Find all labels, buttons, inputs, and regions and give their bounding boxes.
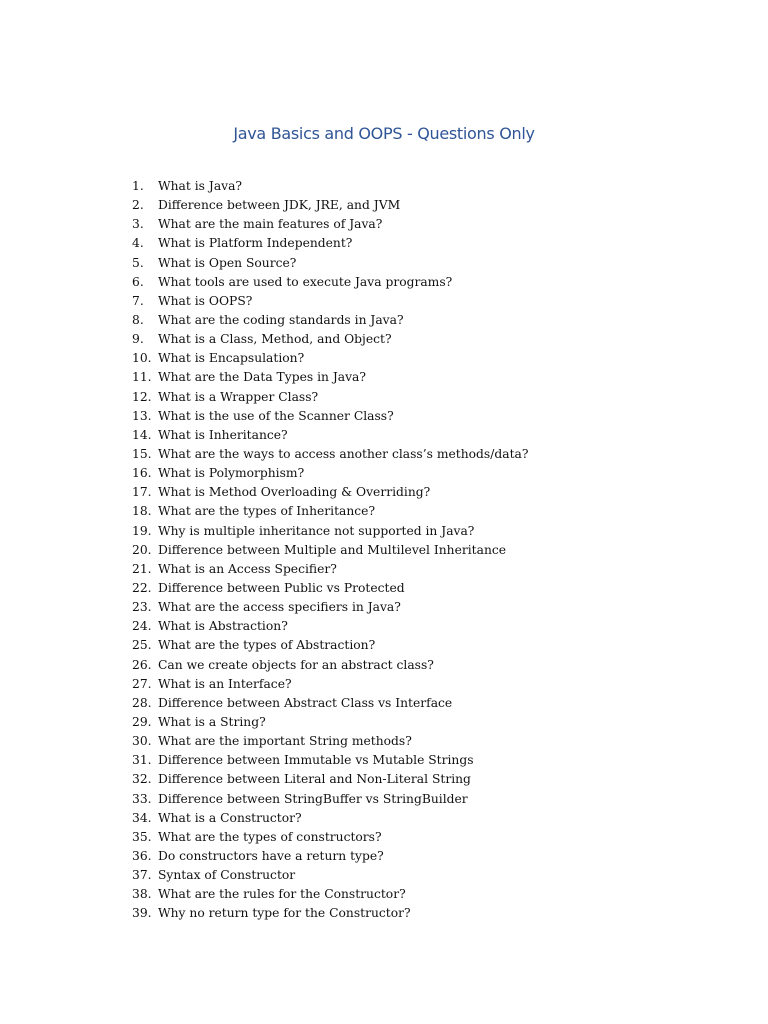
question-number: 27. <box>132 676 152 691</box>
question-number: 4. <box>132 236 144 251</box>
question-number: 22. <box>132 580 152 595</box>
question-number: 18. <box>132 504 152 519</box>
question-item <box>132 273 528 292</box>
question-text: What tools are used to execute Java programs? <box>158 274 453 289</box>
question-text: Difference between StringBuffer vs StringBuilder <box>158 791 468 806</box>
question-item <box>132 254 528 273</box>
question-item <box>132 617 528 636</box>
question-number: 17. <box>132 485 152 500</box>
question-item <box>132 388 528 407</box>
question-item <box>132 694 528 713</box>
question-text: What is Open Source? <box>158 255 297 270</box>
question-item <box>132 330 528 349</box>
question-number: 13. <box>132 408 152 423</box>
question-text: Why no return type for the Constructor? <box>158 906 411 921</box>
question-text: Difference between JDK, JRE, and JVM <box>158 198 401 213</box>
question-text: What are the ways to access another class’s methods/data? <box>158 446 529 461</box>
question-number: 34. <box>132 810 152 825</box>
question-item <box>132 656 528 675</box>
question-item <box>132 177 528 196</box>
question-number: 28. <box>132 695 152 710</box>
question-number: 20. <box>132 542 152 557</box>
question-text: What is the use of the Scanner Class? <box>158 408 394 423</box>
question-text: What is Encapsulation? <box>158 351 305 366</box>
question-text: Difference between Multiple and Multilevel Inheritance <box>158 542 507 557</box>
question-text: What is a Class, Method, and Object? <box>158 332 392 347</box>
question-number: 12. <box>132 389 152 404</box>
question-item <box>132 483 528 502</box>
question-number: 33. <box>132 791 152 806</box>
question-text: Difference between Public vs Protected <box>158 580 405 595</box>
question-number: 10. <box>132 351 152 366</box>
question-number: 36. <box>132 848 152 863</box>
question-number: 32. <box>132 772 152 787</box>
question-text: What is OOPS? <box>158 293 253 308</box>
question-item <box>132 215 528 234</box>
question-number: 2. <box>132 198 144 213</box>
question-number: 26. <box>132 657 152 672</box>
question-number: 30. <box>132 734 152 749</box>
question-item <box>132 234 528 253</box>
question-text: Difference between Literal and Non-Literal String <box>158 772 471 787</box>
question-item <box>132 732 528 751</box>
question-item <box>132 885 528 904</box>
question-number: 38. <box>132 887 152 902</box>
question-text: Difference between Abstract Class vs Interface <box>158 695 453 710</box>
question-item <box>132 751 528 770</box>
question-number: 3. <box>132 217 144 232</box>
question-number: 25. <box>132 638 152 653</box>
question-text: What are the important String methods? <box>158 734 412 749</box>
question-list <box>132 177 528 923</box>
question-item <box>132 828 528 847</box>
question-text: What is Abstraction? <box>158 619 288 634</box>
question-item <box>132 426 528 445</box>
question-item <box>132 196 528 215</box>
question-number: 35. <box>132 829 152 844</box>
question-item <box>132 522 528 541</box>
question-item <box>132 407 528 426</box>
question-text: What are the rules for the Constructor? <box>158 887 406 902</box>
question-text: What is Inheritance? <box>158 427 288 442</box>
question-item <box>132 904 528 923</box>
question-item <box>132 311 528 330</box>
question-text: What are the Data Types in Java? <box>158 370 366 385</box>
question-text: What is an Access Specifier? <box>158 561 337 576</box>
question-number: 37. <box>132 868 152 883</box>
question-text: What is Method Overloading & Overriding? <box>158 485 431 500</box>
question-item <box>132 502 528 521</box>
question-text: What are the types of Inheritance? <box>158 504 376 519</box>
question-text: What are the types of Abstraction? <box>158 638 376 653</box>
question-number: 5. <box>132 255 144 270</box>
question-number: 11. <box>132 370 152 385</box>
question-number: 39. <box>132 906 152 921</box>
question-text: What is a String? <box>158 714 266 729</box>
question-item <box>132 675 528 694</box>
question-item <box>132 636 528 655</box>
question-item <box>132 445 528 464</box>
question-number: 8. <box>132 312 144 327</box>
question-number: 24. <box>132 619 152 634</box>
question-item <box>132 847 528 866</box>
question-item <box>132 368 528 387</box>
question-item <box>132 809 528 828</box>
question-item <box>132 560 528 579</box>
question-item <box>132 464 528 483</box>
question-text: What are the main features of Java? <box>158 217 383 232</box>
question-text: What are the types of constructors? <box>158 829 382 844</box>
question-item <box>132 866 528 885</box>
question-text: What are the access specifiers in Java? <box>158 600 401 615</box>
question-number: 19. <box>132 523 152 538</box>
question-item <box>132 598 528 617</box>
question-item <box>132 713 528 732</box>
question-item <box>132 579 528 598</box>
question-text: Difference between Immutable vs Mutable Strings <box>158 753 474 768</box>
question-number: 1. <box>132 179 144 193</box>
question-text: What is Polymorphism? <box>158 466 305 481</box>
question-text: Can we create objects for an abstract class? <box>158 657 434 672</box>
question-item <box>132 541 528 560</box>
question-item <box>132 349 528 368</box>
question-number: 21. <box>132 561 152 576</box>
question-text: What is an Interface? <box>158 676 292 691</box>
question-number: 31. <box>132 753 152 768</box>
question-item <box>132 790 528 809</box>
question-text: Why is multiple inheritance not supported in Java? <box>158 523 475 538</box>
question-number: 15. <box>132 446 152 461</box>
question-text: Do constructors have a return type? <box>158 848 384 863</box>
question-number: 7. <box>132 293 144 308</box>
question-text: What is a Wrapper Class? <box>158 389 319 404</box>
question-text: What is Java? <box>158 179 243 193</box>
question-number: 16. <box>132 466 152 481</box>
question-number: 14. <box>132 427 152 442</box>
question-number: 9. <box>132 332 144 347</box>
question-number: 6. <box>132 274 144 289</box>
question-item <box>132 292 528 311</box>
question-text: What is Platform Independent? <box>158 236 353 251</box>
question-number: 29. <box>132 714 152 729</box>
question-text: What are the coding standards in Java? <box>158 312 404 327</box>
question-number: 23. <box>132 600 152 615</box>
question-text: What is a Constructor? <box>158 810 302 825</box>
page-title: Java Basics and OOPS - Questions Only <box>233 124 535 143</box>
question-item <box>132 770 528 789</box>
question-text: Syntax of Constructor <box>158 868 296 883</box>
